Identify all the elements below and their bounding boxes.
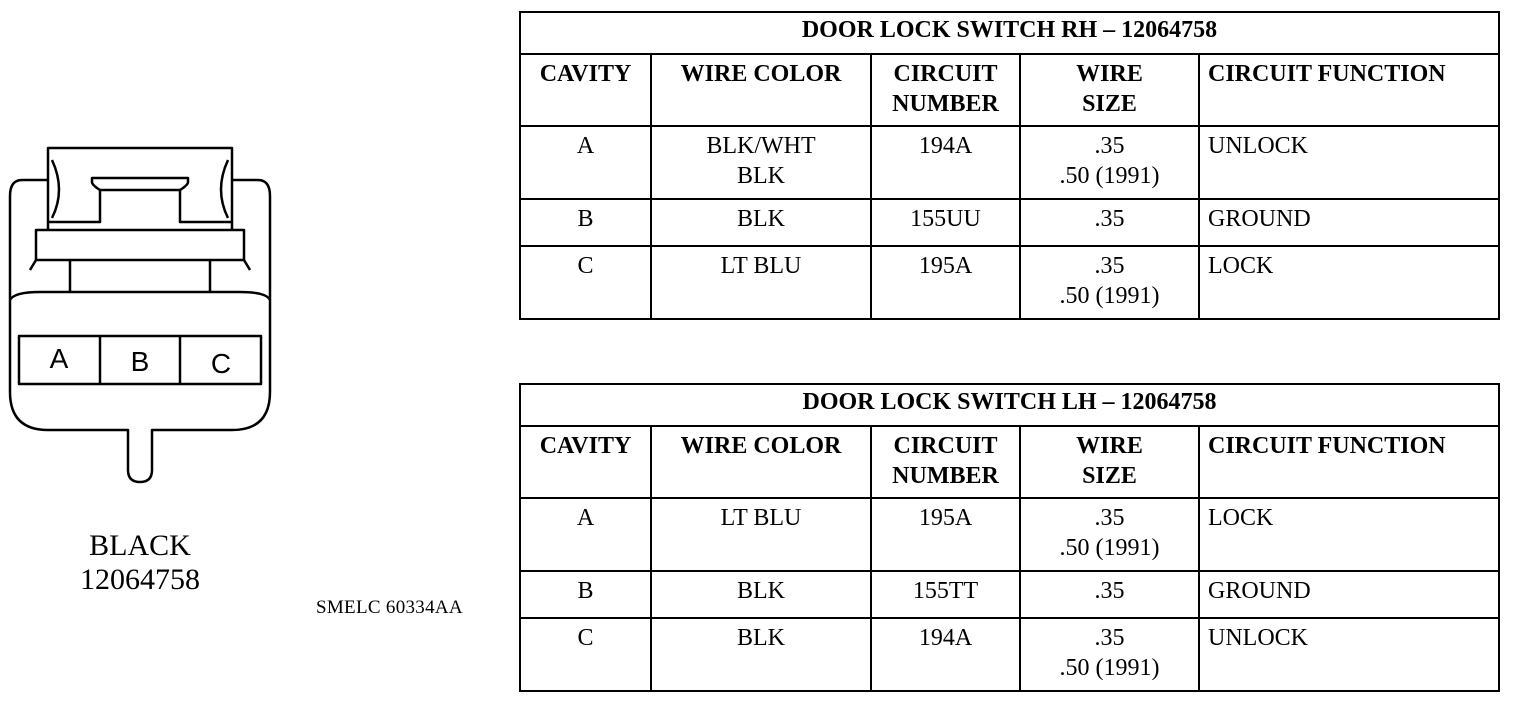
cell-wire-color: BLK — [651, 199, 871, 246]
table-title: DOOR LOCK SWITCH LH – 12064758 — [520, 384, 1499, 426]
cell-circuit: 155TT — [871, 571, 1020, 618]
cell-function: LOCK — [1199, 498, 1499, 571]
cell-circuit: 194A — [871, 126, 1020, 199]
cell-wire-size: .35 .50 (1991) — [1020, 246, 1199, 319]
cell-cavity: C — [520, 618, 651, 691]
cavity-label-c: C — [210, 348, 232, 379]
cell-function: UNLOCK — [1199, 618, 1499, 691]
cell-cavity: B — [520, 571, 651, 618]
cell-wire-size: .35 .50 (1991) — [1020, 498, 1199, 571]
header-wire-color: WIRE COLOR — [651, 426, 871, 498]
cell-circuit: 195A — [871, 498, 1020, 571]
header-wire-size: WIRE SIZE — [1020, 426, 1199, 498]
header-circuit-number: CIRCUIT NUMBER — [871, 54, 1020, 126]
table-row — [520, 571, 1499, 618]
door-lock-switch-rh-table — [519, 11, 1500, 320]
cavity-label-b: B — [130, 346, 150, 377]
connector-face-diagram — [0, 0, 300, 520]
table-row — [520, 199, 1499, 246]
cell-wire-color: LT BLU — [651, 246, 871, 319]
cell-function: LOCK — [1199, 246, 1499, 319]
cell-cavity: A — [520, 126, 651, 199]
cavity-label-a: A — [49, 343, 69, 374]
table-title: DOOR LOCK SWITCH RH – 12064758 — [520, 12, 1499, 54]
connector-part-number: 12064758 — [80, 563, 200, 596]
cell-wire-color: BLK/WHT BLK — [651, 126, 871, 199]
table-row — [520, 618, 1499, 691]
header-cavity: CAVITY — [520, 426, 651, 498]
table-row — [520, 498, 1499, 571]
cell-wire-color: BLK — [651, 618, 871, 691]
drawing-id: SMELC 60334AA — [316, 597, 463, 618]
cell-cavity: A — [520, 498, 651, 571]
cell-wire-size: .35 — [1020, 199, 1199, 246]
door-lock-switch-lh-table — [519, 383, 1500, 692]
cell-circuit: 155UU — [871, 199, 1020, 246]
header-cavity: CAVITY — [520, 54, 651, 126]
cell-wire-color: BLK — [651, 571, 871, 618]
cell-wire-size: .35 .50 (1991) — [1020, 126, 1199, 199]
cell-function: GROUND — [1199, 571, 1499, 618]
cell-cavity: C — [520, 246, 651, 319]
cell-cavity: B — [520, 199, 651, 246]
cell-circuit: 194A — [871, 618, 1020, 691]
cell-function: UNLOCK — [1199, 126, 1499, 199]
cell-function: GROUND — [1199, 199, 1499, 246]
table-row — [520, 246, 1499, 319]
cell-wire-color: LT BLU — [651, 498, 871, 571]
header-circuit-function: CIRCUIT FUNCTION — [1199, 54, 1499, 126]
header-wire-size: WIRE SIZE — [1020, 54, 1199, 126]
cell-wire-size: .35 .50 (1991) — [1020, 618, 1199, 691]
table-row — [520, 126, 1499, 199]
header-wire-color: WIRE COLOR — [651, 54, 871, 126]
header-circuit-number: CIRCUIT NUMBER — [871, 426, 1020, 498]
cell-circuit: 195A — [871, 246, 1020, 319]
connector-color-label: BLACK — [89, 529, 191, 562]
header-circuit-function: CIRCUIT FUNCTION — [1199, 426, 1499, 498]
cell-wire-size: .35 — [1020, 571, 1199, 618]
